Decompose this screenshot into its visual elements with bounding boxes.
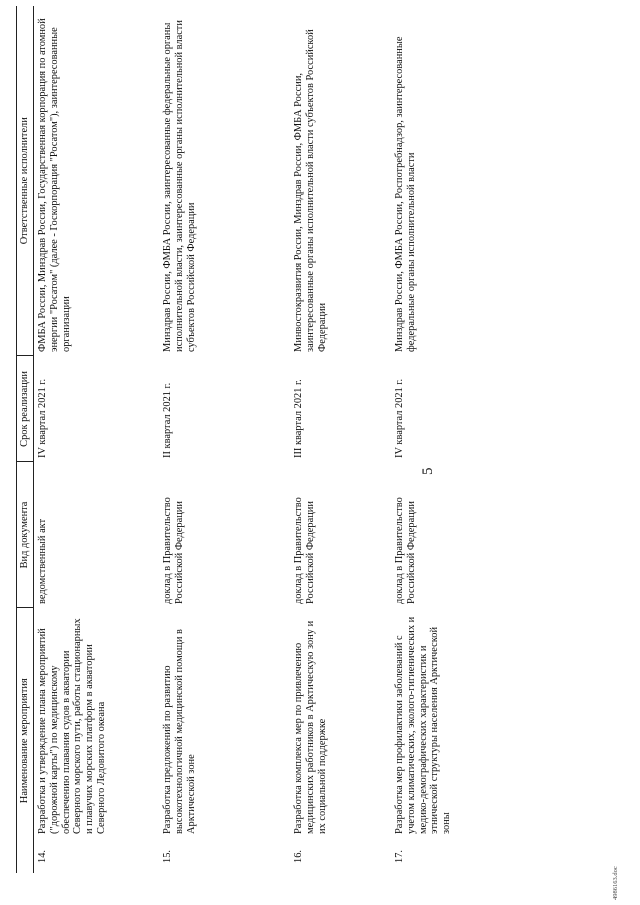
document-type: доклад в Правительство Российской Федерации (394, 497, 417, 604)
document-type: доклад в Правительство Российской Федерации (162, 497, 185, 604)
table-row (290, 6, 391, 873)
deadline: II квартал 2021 г. (162, 382, 173, 458)
row-number: 17. (394, 850, 405, 863)
measure-name: Разработка мер профилактики заболеваний с учетом климатических, эколого-гигиенических и медико-демографических характеристик и этнической структуры населения Арктической зоны (394, 616, 453, 834)
row-number: 15. (162, 850, 173, 863)
table-row (34, 6, 160, 873)
executors: Минвостокразвития России, Минздрав России, ФМБА России, заинтересованные органы исполнительной власти субъектов Российской Федерации (293, 29, 328, 352)
measure-name: Разработка и утверждение плана мероприятий ("дорожной карты") по медицинскому обеспечению плавания судов в акватории Северного морского пути, работы стационарных и плавучих морских платформ в акватории Северного Ледовитого океана (37, 618, 107, 834)
deadline: IV квартал 2021 г. (394, 378, 405, 458)
measures-table (16, 6, 518, 873)
table-row (159, 6, 290, 873)
measure-name: Разработка предложений по развитию высокотехнологичной медицинской помощи в Арктической зоне (162, 629, 197, 834)
header-measure-name: Наименование мероприятия (17, 608, 34, 873)
table-row (391, 6, 518, 873)
table-header-row (17, 6, 34, 873)
executors: ФМБА России, Минздрав России, Государственная корпорация по атомной энергии "Росатом" (далее - Госкорпорация "Росатом"), заинтересованные организации (37, 18, 72, 352)
header-document-type: Вид документа (17, 462, 34, 608)
document-type: ведомственный акт (37, 518, 48, 604)
header-executors: Ответственные исполнители (17, 6, 34, 356)
measure-name: Разработка комплекса мер по привлечению медицинских работников в Арктическую зону и их социальной поддержке (293, 620, 328, 834)
document-type: доклад в Правительство Российской Федерации (293, 497, 316, 604)
page-number: 5 (420, 467, 436, 475)
row-number: 16. (293, 850, 304, 863)
footer-filename: 4986163.doc (612, 866, 619, 900)
executors: Минздрав России, ФМБА России, заинтересованные федеральные органы исполнительной власти, заинтересованные органы исполнительной власти субъектов Российской Федерации (162, 20, 197, 352)
header-deadline: Срок реализации (17, 356, 34, 462)
executors: Минздрав России, ФМБА России, Роспотребнадзор, заинтересованные федеральные органы исполнительной власти (394, 36, 417, 352)
row-number: 14. (37, 850, 48, 863)
deadline: III квартал 2021 г. (293, 379, 304, 458)
deadline: IV квартал 2021 г. (37, 378, 48, 458)
